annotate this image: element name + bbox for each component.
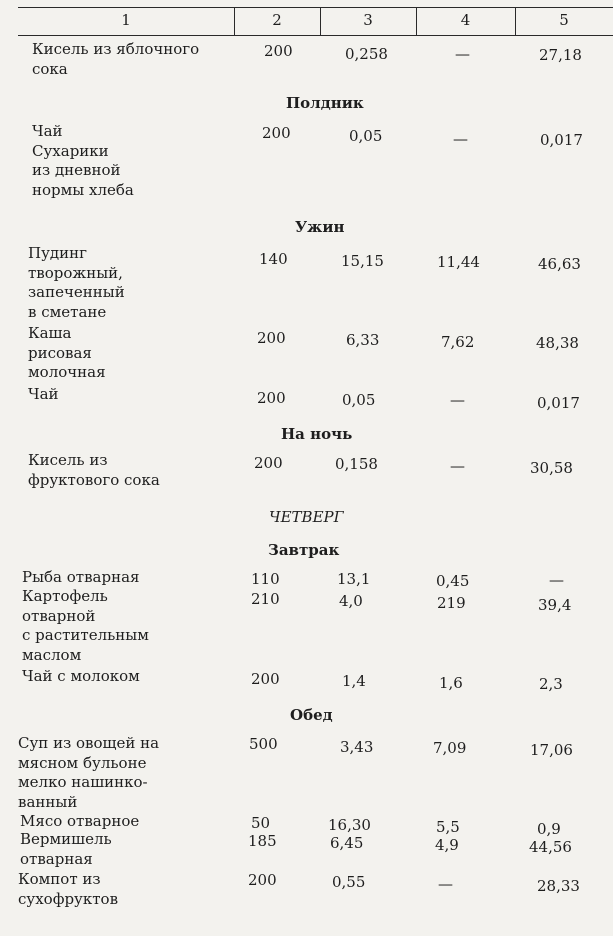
column-header-3: 3 (363, 11, 373, 29)
section-title: Обед (290, 706, 333, 724)
cell-value: 110 (251, 570, 280, 588)
cell-value: 500 (249, 735, 278, 753)
cell-value: 200 (254, 454, 283, 472)
cell-value: 5,5 (436, 818, 460, 836)
cell-value: 30,58 (530, 459, 573, 477)
dish-name: Картофель отварной с растительным маслом (22, 587, 149, 664)
cell-value: 4,0 (339, 592, 363, 610)
cell-value: 0,55 (332, 873, 366, 891)
section-title: Завтрак (268, 541, 340, 559)
cell-value: 1,6 (439, 674, 463, 692)
cell-value: 28,33 (537, 877, 580, 895)
dish-name: Кисель из яблочного сока (32, 40, 200, 78)
cell-value: 0,017 (540, 131, 583, 149)
dish-name: Суп из овощей на мясном бульоне мелко нашинко- ванный (18, 734, 160, 811)
cell-value: — (453, 130, 468, 148)
cell-value: — (438, 875, 453, 893)
dish-name: Каша рисовая молочная (28, 324, 106, 381)
cell-value: 50 (251, 814, 271, 832)
cell-value: 0,45 (436, 572, 470, 590)
cell-value: 0,258 (345, 45, 388, 63)
dish-name: Компот из сухофруктов (18, 870, 119, 908)
cell-value: 140 (259, 250, 288, 268)
cell-value: 200 (248, 871, 277, 889)
column-header-2: 2 (272, 11, 282, 29)
section-title: Ужин (295, 218, 345, 236)
cell-value: 3,43 (340, 738, 374, 756)
table-top-rule (18, 7, 613, 8)
cell-value: 200 (257, 389, 286, 407)
table-header-rule (18, 35, 613, 36)
dish-name: Кисель из фруктового сока (28, 451, 160, 489)
cell-value: 7,09 (433, 739, 467, 757)
day-heading: ЧЕТВЕРГ (269, 508, 344, 526)
column-header-4: 4 (460, 11, 471, 29)
cell-value: 219 (437, 594, 466, 612)
section-title: На ночь (281, 425, 353, 443)
cell-value: 27,18 (539, 46, 582, 64)
cell-value: 185 (248, 832, 277, 850)
cell-value: 1,4 (342, 672, 366, 690)
dish-name: Чай (28, 385, 59, 403)
dish-name: Мясо отварное (20, 812, 140, 830)
column-header-1: 1 (121, 11, 131, 29)
cell-value: 39,4 (538, 596, 572, 614)
dish-name: Чай с молоком (22, 667, 140, 685)
dish-name: Рыба отварная (22, 568, 140, 586)
cell-value: 6,33 (346, 331, 380, 349)
cell-value: 200 (251, 670, 280, 688)
column-header-5: 5 (559, 11, 569, 29)
cell-value: 2,3 (539, 675, 563, 693)
cell-value: 0,05 (342, 391, 376, 409)
cell-value: — (549, 571, 564, 589)
cell-value: 0,158 (335, 455, 378, 473)
cell-value: — (450, 457, 465, 475)
cell-value: 17,06 (530, 741, 573, 759)
dish-name: Пудинг творожный, запеченный в сметане (28, 244, 125, 321)
cell-value: 210 (251, 590, 280, 608)
cell-value: 46,63 (538, 255, 581, 273)
cell-value: 7,62 (441, 333, 475, 351)
cell-value: 0,017 (537, 394, 580, 412)
cell-value: 16,30 (328, 816, 371, 834)
cell-value: — (450, 391, 465, 409)
cell-value: 13,1 (337, 570, 371, 588)
cell-value: 200 (257, 329, 286, 347)
cell-value: 0,05 (349, 127, 383, 145)
section-title: Полдник (286, 94, 364, 112)
dish-name: Чай Сухарики из дневной нормы хлеба (32, 122, 134, 199)
cell-value: — (455, 45, 470, 63)
cell-value: 0,9 (537, 820, 561, 838)
cell-value: 6,45 (330, 834, 364, 852)
cell-value: 200 (262, 124, 291, 142)
cell-value: 11,44 (437, 253, 480, 271)
dish-name: Вермишель отварная (20, 830, 112, 868)
cell-value: 15,15 (341, 252, 384, 270)
cell-value: 200 (264, 42, 293, 60)
cell-value: 44,56 (529, 838, 572, 856)
cell-value: 48,38 (536, 334, 579, 352)
cell-value: 4,9 (435, 836, 459, 854)
